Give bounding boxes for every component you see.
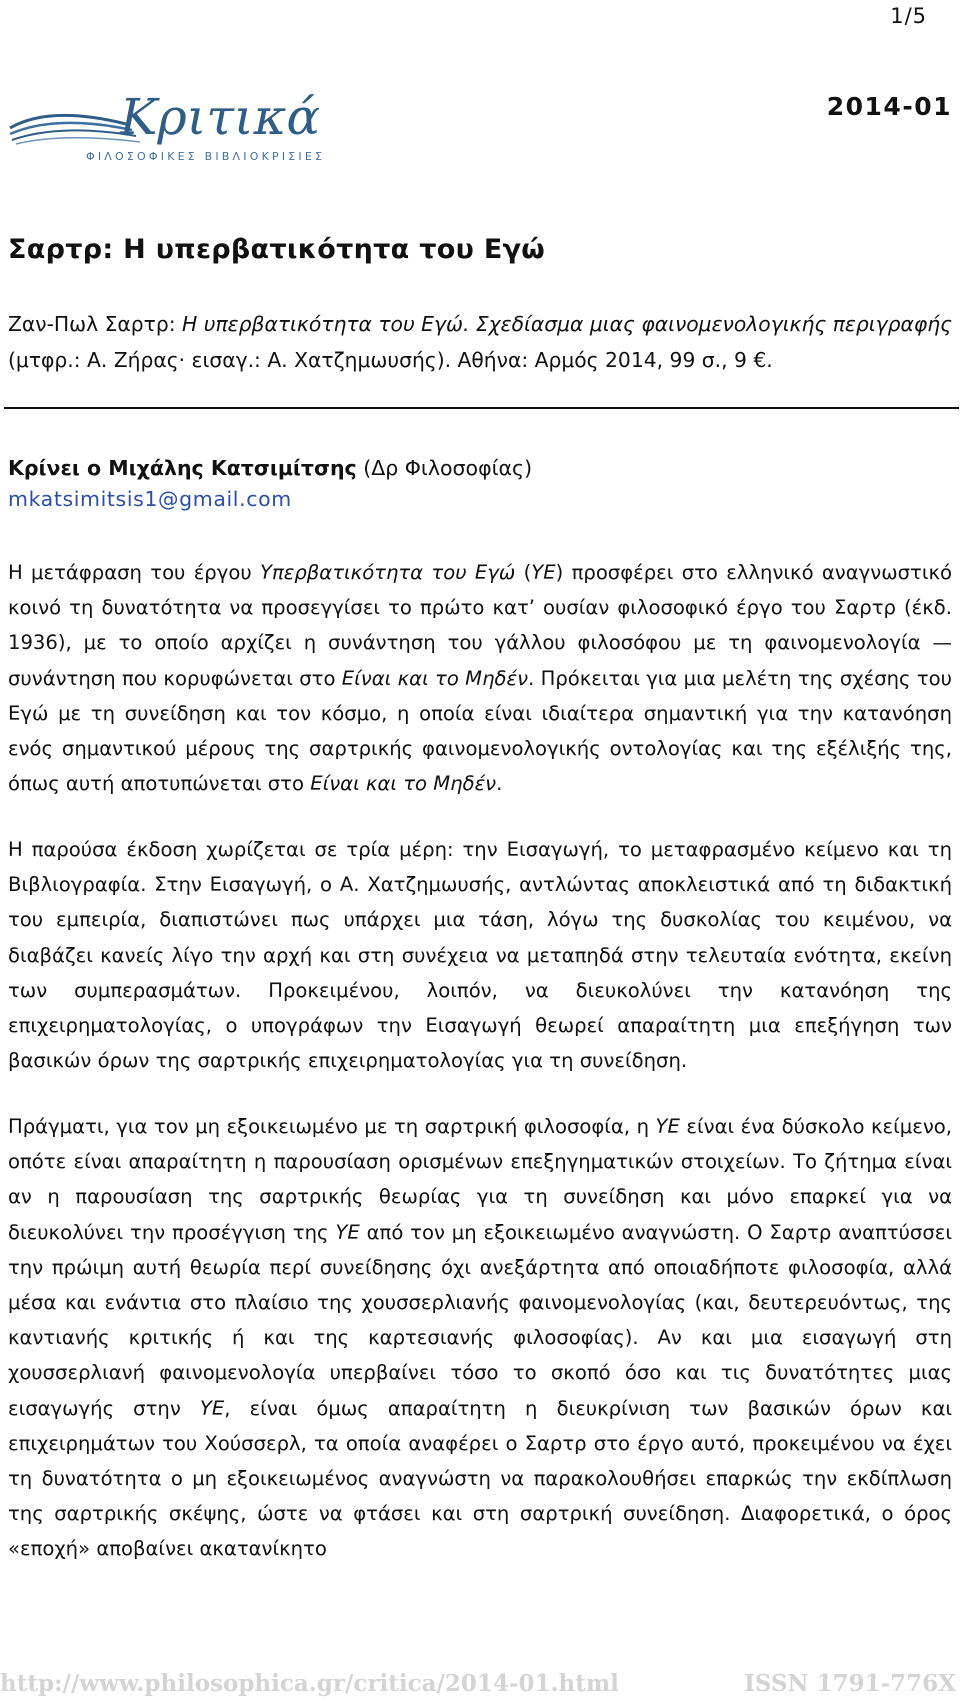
reviewer-credential: (Δρ Φιλοσοφίας): [356, 456, 533, 480]
book-citation: [8, 306, 952, 378]
book-details: (μτφρ.: Α. Ζήρας· εισαγ.: Α. Χατζημωυσής). Αθήνα: Αρμός 2014, 99 σ., 9 €.: [8, 348, 773, 372]
text-span: Πράγματι, για τον μη εξοικειωμένο με τη σαρτρική φιλοσοφία, η: [8, 1115, 656, 1138]
footer-url[interactable]: http://www.philosophica.gr/critica/2014-01.html: [0, 1670, 619, 1697]
footer-issn: ISSN 1791-776X: [744, 1670, 956, 1697]
svg-text:Κριτικά: Κριτικά: [120, 88, 321, 146]
text-span: .: [496, 772, 503, 796]
italic-title: Είναι και το Μηδέν: [341, 666, 529, 690]
text-span: Η μετάφραση του έργου: [8, 561, 260, 584]
italic-abbrev: ΥΕ: [531, 561, 556, 584]
reviewer-prefix: Κρίνει ο: [8, 456, 109, 480]
kritika-logo-graphic: [8, 84, 328, 166]
text-span: από τον μη εξοικειωμένο αναγνώστη. Ο Σαρτρ αναπτύσσει την πρώιμη αυτή θεωρία περί συνείδησης όχι ανεξάρτητα από οποιαδήποτε φιλοσοφία, αλλά μέσα και ενάντια στο πλαίσιο της χουσσερλιανής φαινομενολογίας (και, δευτερευόντως, της καντιανής κριτικής ή και της καρτεσιανής φιλοσοφίας). Αν και μια εισαγωγή στη χουσσερλιανή φαινομενολογία υπερβαίνει τόσο το σκοπό όσο και τις δυνατότητες μιας εισαγωγής στην: [8, 1220, 952, 1420]
kritika-logo: [8, 84, 328, 166]
italic-abbrev: ΥΕ: [655, 1115, 680, 1138]
text-span: (: [515, 561, 532, 584]
issue-number: 2014-01: [826, 92, 952, 121]
paragraph-2: Η παρούσα έκδοση χωρίζεται σε τρία μέρη: την Εισαγωγή, το μεταφρασμένο κείμενο και τη Βιβλιογραφία. Στην Εισαγωγή, ο Α. Χατζημωυσής, αντλώντας αποκλειστικά από τη διδακτική του εμπειρία, διαπιστώνει πως υπάρχει μια τάση, λόγω της δυσκολίας του κειμένου, να διαβάζει κανείς λίγο την αρχή και στη συνέχεια να μεταπηδά στην τελευταία ενότητα, εκείνη των συμπερασμάτων. Προκειμένου, λοιπόν, να διευκολύνει την κατανόηση της επιχειρηματολογίας, ο υπογράφων την Εισαγωγή θεωρεί απαραίτητη μια επεξήγηση των βασικών όρων της σαρτρικής επιχειρηματολογίας για τη συνείδηση.: [8, 838, 952, 1073]
book-author: Ζαν-Πωλ Σαρτρ:: [8, 312, 183, 336]
divider: [4, 407, 959, 409]
reviewer-line: [8, 452, 532, 484]
text-span: είναι ένα δύσκολο κείμενο, οπότε είναι απαραίτητη η παρουσίαση ορισμένων επεξηγηματικών στοιχείων. Το ζήτημα είναι αν η παρουσίαση της σαρτρικής θεωρίας για τη συνείδηση και μόνο επαρκεί για να διευκολύνει την προσέγγιση της: [8, 1115, 952, 1244]
book-title: Η υπερβατικότητα του Εγώ. Σχεδίασμα μιας φαινομενολογικής περιγραφής: [182, 312, 953, 336]
text-span: ) προσφέρει στο ελληνικό αναγνωστικό κοινό τη δυνατότητα να προσεγγίσει το πρώτο κατ’ ουσίαν φιλοσοφικό έργο του Σαρτρ (έκδ. 1936), με το οποίο αρχίζει η συνάντηση του γάλλου φιλοσόφου με τη φαινομενολογία — συνάντηση που κορυφώνεται στο: [8, 561, 952, 690]
italic-abbrev: ΥΕ: [335, 1220, 360, 1244]
paragraph-1: [8, 555, 952, 801]
reviewer-name: Μιχάλης Κατσιμίτσης: [108, 456, 357, 480]
svg-text:ΦΙΛΟΣΟΦΙΚΕΣ ΒΙΒΛΙΟΚΡΙΣΙΕΣ: ΦΙΛΟΣΟΦΙΚΕΣ ΒΙΒΛΙΟΚΡΙΣΙΕΣ: [86, 150, 326, 163]
text-span: . Πρόκειται για μια μελέτη της σχέσης του Εγώ με τη συνείδηση και τον κόσμο, η οποία είναι ιδιαίτερα σημαντική για την κατανόηση ενός σημαντικού μέρους της σαρτρικής φαινομενολογικής οντολογίας και της εξέλιξής της, όπως αυτή αποτυπώνεται στο: [8, 666, 952, 796]
italic-title: Είναι και το Μηδέν: [310, 772, 497, 796]
italic-title: Υπερβατικότητα του Εγώ: [260, 561, 516, 584]
paragraph-3: [8, 1109, 952, 1567]
review-title: Σαρτρ: Η υπερβατικότητα του Εγώ: [8, 234, 546, 265]
page-number: 1/5: [890, 4, 927, 28]
reviewer-email-link[interactable]: mkatsimitsis1@gmail.com: [8, 487, 292, 511]
italic-abbrev: ΥΕ: [199, 1396, 225, 1420]
text-span: , είναι όμως απαραίτητη η διευκρίνιση των βασικών όρων και επιχειρημάτων του Χούσσερλ, τα οποία αναφέρει ο Σαρτρ στο έργο αυτό, προκειμένου να έχει τη δυνατότητα ο μη εξοικειωμένος αναγνώστη να παρακολουθήσει επαρκώς την εκδίπλωση της σαρτρικής σκέψης, ώστε να φτάσει και στη σαρτρική συνείδηση. Διαφορετικά, ο όρος «εποχή» αποβαίνει ακατανίκητο: [8, 1396, 953, 1561]
